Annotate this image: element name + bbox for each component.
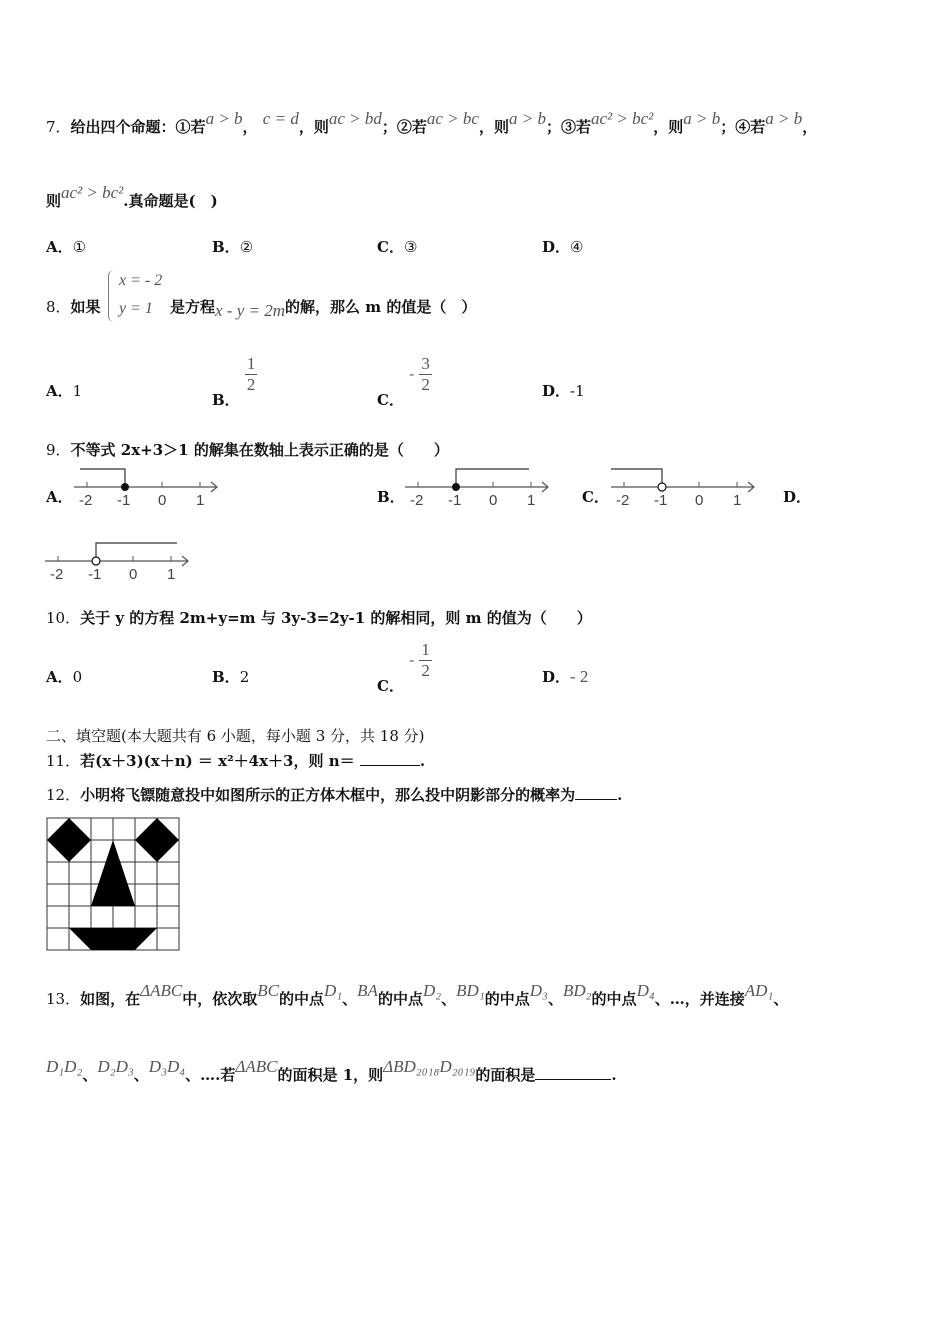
q7-option-c[interactable]	[377, 236, 417, 257]
q10-option-b[interactable]	[212, 666, 249, 687]
text: 是方程	[170, 298, 216, 316]
math-expression: D₁D₂	[46, 1057, 83, 1076]
text: ，则	[653, 118, 684, 136]
math-expression: BC	[257, 981, 279, 1000]
text: ；②若	[381, 118, 427, 136]
denominator: 2	[421, 375, 430, 394]
math-expression: AD₁	[744, 981, 774, 1000]
option-label: B．	[212, 238, 240, 256]
q10-line	[46, 607, 592, 628]
text: 、….若	[185, 1066, 236, 1084]
numerator: 3	[421, 354, 430, 373]
math-expression: D₁	[323, 981, 343, 1000]
option-label: B．	[212, 668, 240, 686]
option-label: D．	[542, 668, 571, 686]
mouth-trapezoid	[69, 928, 157, 950]
option-label: A．	[46, 382, 73, 400]
q7-line2	[46, 183, 218, 211]
question-number: 9．	[46, 441, 71, 459]
option-label: B．	[212, 390, 240, 409]
filled-dot	[121, 483, 129, 491]
q10-option-a[interactable]	[46, 666, 82, 687]
q7-option-b[interactable]	[212, 236, 253, 257]
q8-option-c[interactable]	[377, 354, 432, 409]
q8-line-rest	[170, 296, 477, 320]
q13-line2	[46, 1057, 617, 1085]
q7-option-d[interactable]	[542, 236, 583, 257]
text: 、	[133, 1066, 149, 1084]
solution-bracket	[96, 543, 177, 557]
q8-line	[46, 296, 101, 317]
fraction	[419, 354, 432, 395]
number-line-b	[401, 466, 556, 510]
math-expression: D₂D₃	[97, 1057, 134, 1076]
option-text: -1	[570, 382, 585, 400]
option-label: A．	[46, 488, 73, 506]
text: 的中点	[591, 990, 637, 1008]
tick-label: -1	[117, 492, 131, 509]
q9-option-c[interactable]	[582, 486, 609, 507]
q8-option-a[interactable]	[46, 380, 82, 401]
text: ；④若	[720, 118, 766, 136]
tick-label: 1	[733, 492, 742, 509]
answer-blank[interactable]	[575, 787, 617, 800]
math-expression: x - y = 2m	[215, 301, 286, 320]
q12-line	[46, 784, 622, 805]
numerator: 1	[246, 354, 256, 373]
q7-option-a[interactable]	[46, 236, 86, 257]
text: .	[419, 752, 426, 770]
text: 若(x＋3)(x＋n) ＝ x²＋4x＋3，则 n＝	[80, 752, 355, 770]
text: 二、填空题(本大题共有 6 小题，每小题 3 分，共 18 分)	[46, 727, 425, 745]
tick-label: -2	[79, 492, 93, 509]
text: ，	[242, 118, 258, 136]
math-expression: ac > bd	[328, 109, 382, 128]
option-label: D．	[542, 238, 571, 256]
tick-label: 1	[167, 566, 176, 583]
q9-option-a[interactable]	[46, 486, 73, 507]
math-expression: a > b	[683, 109, 721, 128]
question-number: 11．	[46, 752, 81, 770]
question-number: 12．	[46, 786, 81, 804]
right-eye-diamond	[135, 818, 179, 862]
option-text: - 2	[570, 667, 589, 686]
math-expression: a > b	[765, 109, 803, 128]
text: 的中点	[278, 990, 324, 1008]
tick-label: -1	[448, 492, 462, 509]
option-label: C．	[377, 390, 404, 409]
q10-option-d[interactable]	[542, 666, 588, 687]
option-label: B．	[377, 488, 405, 506]
text: 的面积是	[475, 1066, 536, 1084]
nose-triangle	[91, 840, 135, 906]
tick-label: -2	[616, 492, 630, 509]
option-text: 2	[239, 668, 250, 686]
text: 给出四个命题：①若	[70, 118, 206, 136]
text: ，	[802, 118, 818, 136]
tick-label: 0	[695, 492, 704, 509]
left-eye-diamond	[47, 818, 91, 862]
q13-line1	[46, 981, 789, 1009]
denominator: 2	[421, 661, 430, 680]
text: 如果	[70, 298, 101, 316]
option-label: A．	[46, 668, 73, 686]
question-number: 8．	[46, 298, 71, 316]
section-heading	[46, 725, 425, 746]
option-text: 1	[72, 382, 83, 400]
q10-option-c[interactable]	[377, 640, 432, 695]
math-expression: ac² > bc²	[61, 183, 124, 202]
open-dot	[92, 557, 100, 565]
math-expression: c = d	[262, 109, 299, 128]
math-expression: D₃	[529, 981, 548, 1000]
system-line: x = - 2	[119, 272, 163, 289]
q9-option-d[interactable]	[783, 486, 811, 507]
text: 、	[342, 990, 358, 1008]
math-expression: ΔBD₂₀₁₈D₂₀₁₉	[383, 1057, 476, 1076]
text: 的中点	[377, 990, 423, 1008]
option-label: D．	[783, 488, 812, 506]
tick-label: 0	[158, 492, 167, 509]
dartboard-figure	[46, 817, 181, 953]
text: 则	[46, 192, 62, 210]
tick-label: 0	[129, 566, 138, 583]
text: 的中点	[484, 990, 530, 1008]
text: .	[611, 1066, 617, 1084]
question-number: 13．	[46, 990, 81, 1008]
text: 、	[773, 990, 789, 1008]
q9-line	[46, 439, 449, 460]
tick-label: 1	[527, 492, 536, 509]
text: 小明将飞镖随意投中如图所示的正方体木框中，那么投中阴影部分的概率为	[80, 786, 576, 804]
number-line-a	[70, 466, 225, 510]
tick-label: -1	[654, 492, 668, 509]
math-expression: BA	[357, 981, 378, 1000]
math-expression: BD₂	[562, 981, 592, 1000]
option-text: ①	[72, 238, 87, 256]
system-line: y = 1	[119, 300, 153, 317]
text: 中，依次取	[182, 990, 258, 1008]
q8-option-d[interactable]	[542, 380, 585, 401]
option-text: ③	[403, 238, 418, 256]
option-label: C．	[582, 488, 609, 506]
q7-line1	[46, 109, 818, 137]
open-dot	[658, 483, 666, 491]
option-text: ②	[239, 238, 254, 256]
tick-label: 0	[489, 492, 498, 509]
minus-sign: -	[409, 366, 415, 383]
tick-label: -2	[50, 566, 64, 583]
text: 不等式 2x+3＞1 的解集在数轴上表示正确的是（ ）	[70, 441, 449, 459]
text: 的面积是 1，则	[277, 1066, 384, 1084]
math-expression: ΔABC	[140, 981, 183, 1000]
question-number: 7．	[46, 118, 71, 136]
text: ，则	[478, 118, 509, 136]
option-label: C．	[377, 238, 404, 256]
tick-label: -1	[88, 566, 102, 583]
math-expression: D₄	[636, 981, 655, 1000]
answer-blank[interactable]	[535, 1067, 611, 1080]
math-expression: D₃D₄	[148, 1057, 186, 1076]
number-line-c	[607, 466, 762, 510]
number-line-d	[41, 540, 196, 584]
fraction	[245, 354, 258, 395]
filled-dot	[452, 483, 460, 491]
denominator: 2	[246, 375, 256, 394]
option-label: A．	[46, 238, 73, 256]
minus-sign: -	[409, 652, 415, 669]
text: .	[617, 786, 623, 804]
math-expression: ac > bc	[426, 109, 479, 128]
option-label: C．	[377, 676, 404, 695]
text: 、	[441, 990, 457, 1008]
option-label: D．	[542, 382, 571, 400]
numerator: 1	[421, 640, 430, 659]
math-expression: a > b	[205, 109, 243, 128]
tick-label: -2	[410, 492, 424, 509]
text: ，则	[298, 118, 329, 136]
option-text: 0	[72, 668, 83, 686]
q11-line	[46, 750, 425, 771]
fraction	[419, 640, 432, 681]
math-expression: a > b	[508, 109, 546, 128]
text: 、	[547, 990, 563, 1008]
text: 、…，并连接	[654, 990, 745, 1008]
text: 、	[82, 1066, 98, 1084]
equation-system	[108, 270, 171, 322]
option-text: ④	[570, 238, 584, 256]
math-expression: ΔABC	[235, 1057, 278, 1076]
question-number: 10．	[46, 609, 81, 627]
text: ；③若	[545, 118, 591, 136]
solution-bracket	[611, 469, 662, 483]
text: 如图，在	[80, 990, 141, 1008]
answer-blank[interactable]	[360, 753, 420, 766]
math-expression: ac² > bc²	[590, 109, 654, 128]
q8-option-b[interactable]	[212, 354, 257, 409]
text: .真命题是( )	[123, 192, 218, 210]
math-expression: D₂	[422, 981, 442, 1000]
text: 关于 y 的方程 2m+y=m 与 3y-3=2y-1 的解相同，则 m 的值为（ ）	[80, 609, 592, 627]
math-expression: BD₁	[456, 981, 485, 1000]
text: 的解，那么 m 的值是（ ）	[285, 298, 477, 316]
tick-label: 1	[196, 492, 205, 509]
